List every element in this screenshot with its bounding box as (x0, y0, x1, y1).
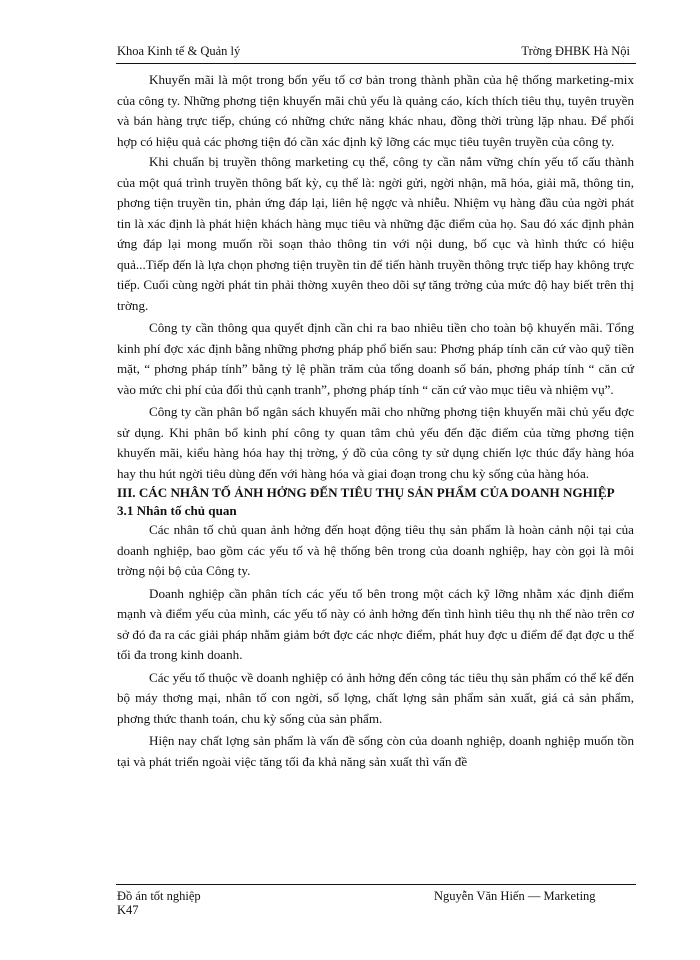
paragraph-7: Các yếu tố thuộc về doanh nghiệp có ảnh hởng đến công tác tiêu thụ sản phẩm có thể kể đến bộ máy thơng mại, nhân tố con ngời, số lợng, chất lợng sản phẩm sản xuất, giá cả sản phẩm, phơng thức thanh toán, chu kỳ sống của sản phẩm. (117, 669, 634, 726)
paragraph-3: Công ty cần thông qua quyết định cần chi ra bao nhiêu tiền cho toàn bộ khuyến mãi. Tổng kinh phí đợc xác định bằng những phơng pháp phổ biến sau: Phơng pháp tính căn cứ vào quỹ tiền mặt, “ phơng pháp tính” bằng tỷ lệ phần trăm của tổng doanh số bán, phơng pháp tính “ căn cứ vào mức chi phí của đối thủ cạnh tranh”, phơng pháp tính “ căn cứ vào mục tiêu và nhiệm vụ”. (117, 320, 634, 397)
paragraph-4: Công ty cần phân bổ ngân sách khuyến mãi cho những phơng tiện khuyến mãi chủ yếu đợc sử dụng. Khi phân bổ kinh phí công ty quan tâm chủ yếu đến đặc điểm của từng phơng tiện khuyến mãi, kiểu hàng hóa hay thị trờng, ý đồ của công ty sử dụng chiến lợc thúc đẩy hàng hóa hay thu hút ngời tiêu dùng đến với hàng hóa và giai đoạn trong chu kỳ sống của hàng hóa. (117, 404, 634, 481)
header-faculty: Khoa Kinh tế & Quản lý (117, 44, 241, 58)
footer-rule (116, 884, 636, 885)
footer-author: Nguyễn Văn Hiến — Marketing (434, 889, 596, 903)
section-heading: III. CÁC NHÂN TỐ ẢNH HỞNG ĐẾN TIÊU THỤ SẢN PHẨM CỦA DOANH NGHIỆP (117, 485, 615, 500)
subsection-heading: 3.1 Nhân tố chủ quan (117, 503, 237, 518)
paragraph-6: Doanh nghiệp cần phân tích các yếu tố bên trong một cách kỹ lỡng nhằm xác định điểm mạnh và điểm yếu của mình, các yếu tố này có ảnh hởng đến tình hình tiêu thụ nh thế nào trên cơ sở đó đa ra các giải pháp nhằm giảm bớt đợc các nhợc điểm, phát huy đợc u điểm để đạt đợc u thế tối đa trong kinh doanh. (117, 585, 634, 662)
footer-course: K47 (117, 903, 139, 917)
footer-project: Đồ án tốt nghiệp (117, 889, 201, 903)
page-header (117, 44, 634, 64)
header-university: Trờng ĐHBK Hà Nội (521, 44, 630, 58)
document-body (117, 70, 634, 772)
paragraph-5: Các nhân tố chủ quan ảnh hởng đến hoạt động tiêu thụ sản phẩm là hoàn cảnh nội tại của doanh nghiệp, bao gồm các yếu tố và hệ thống bên trong của doanh nghiệp, hay còn gọi là môi trờng nội bộ của Công ty. (117, 522, 634, 578)
paragraph-2: Khi chuẩn bị truyền thông marketing cụ thể, công ty cần nắm vững chín yếu tố cấu thành của một quá trình truyền thông bất kỳ, cụ thể là: ngời gửi, ngời nhận, mã hóa, giải mã, thông tin, phơng tiện truyền tin, phản ứng đáp lại, liên hệ ngợc và nhiễu. Nhiệm vụ hàng đầu của ngời phát tin là xác định là phát hiện khách hàng mục tiêu và những đặc điểm của họ. Sau đó xác định phản ứng đáp lại mong muốn rồi soạn thảo thông tin với nội dung, bố cục và hình thức có hiệu quả...Tiếp đến là lựa chọn phơng tiện truyền tin để tiến hành truyền thông trực tiếp hay không trực tiếp. Cuối cùng ngời phát tin phải thờng xuyên theo dõi sự tăng trởng của mức độ hay biết trên thị trờng. (117, 154, 634, 313)
paragraph-8: Hiện nay chất lợng sản phẩm là vấn đề sống còn của doanh nghiệp, doanh nghiệp muốn tồn tại và phát triển ngoài việc tăng tối đa khả năng sản xuất thì vấn đề (117, 733, 634, 769)
paragraph-1: Khuyến mãi là một trong bốn yếu tố cơ bản trong thành phần của hệ thống marketing-mix của công ty. Những phơng tiện khuyến mãi chủ yếu là quảng cáo, kích thích tiêu thụ, tuyên truyền và bán hàng trực tiếp, chúng có những chức năng khác nhau, đồng thời trùng lặp nhau. Để phối hợp có hiệu quả các phơng tiện đó cần xác định kỹ lỡng các mục tiêu tuyên truyền của công ty. (117, 72, 634, 149)
header-rule (116, 63, 636, 64)
